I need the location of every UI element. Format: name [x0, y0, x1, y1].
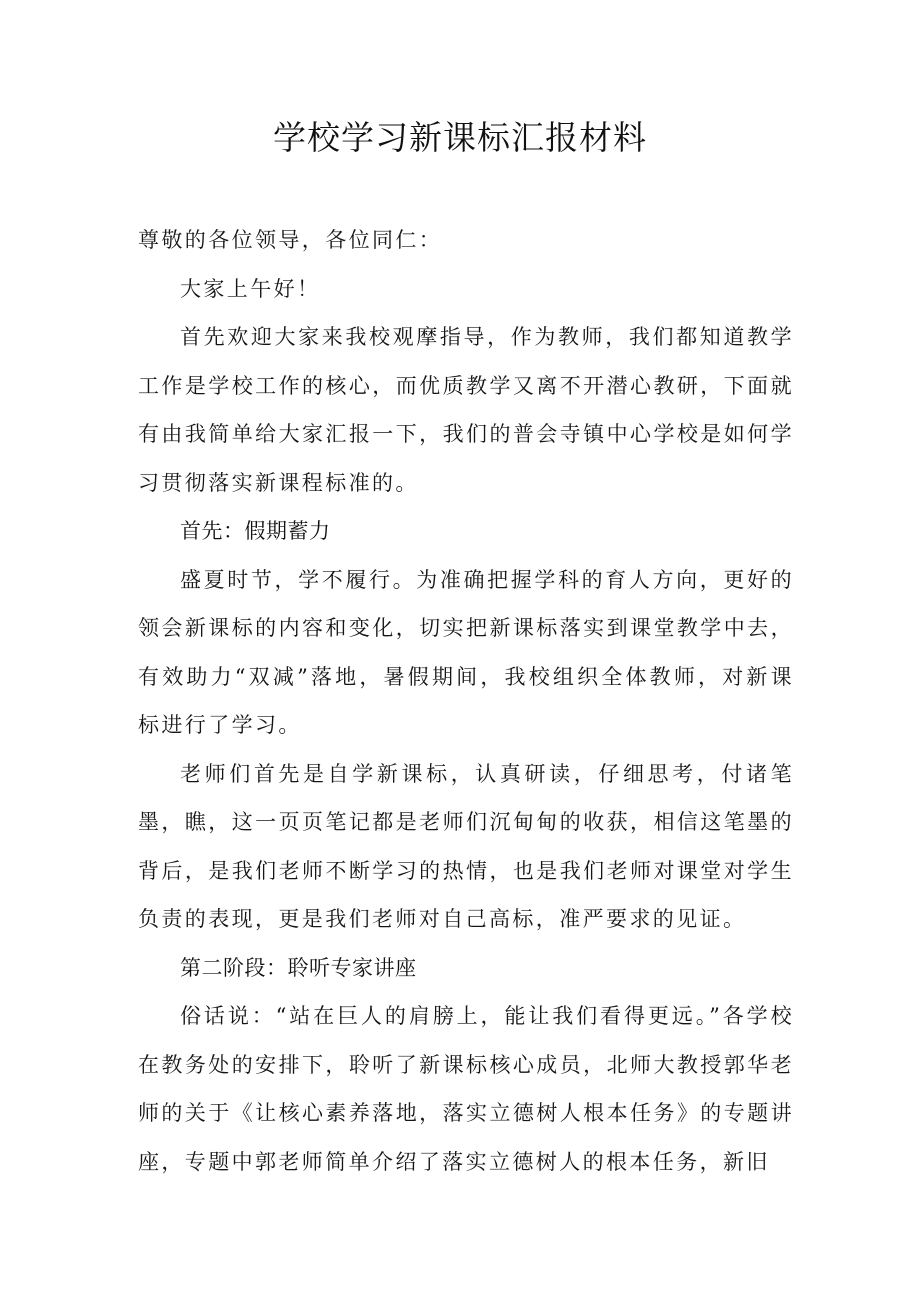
intro-paragraph: 首先欢迎大家来我校观摩指导，作为教师，我们都知道教学工作是学校工作的核心，而优质教学又离不开潜心教研，下面就有由我简单给大家汇报一下，我们的普会寺镇中心学校是如何学习贯彻落实新课程标准的。	[138, 325, 794, 495]
section-1-heading: 首先：假期蓄力	[180, 519, 331, 543]
document-body	[138, 216, 794, 1186]
greeting: 大家上午好！	[180, 276, 321, 301]
section-1-paragraph-2: 老师们首先是自学新课标，认真研读，仔细思考，付诸笔墨，瞧，这一页页笔记都是老师们沉甸甸的收获，相信这笔墨的背后，是我们老师不断学习的热情，也是我们老师对课堂对学生负责的表现，更是我们老师对自己高标，准严要求的见证。	[138, 761, 794, 931]
section-2-heading: 第二阶段：聆听专家讲座	[180, 955, 417, 980]
section-1-paragraph-1: 盛夏时节，学不履行。为准确把握学科的育人方向，更好的领会新课标的内容和变化，切实把新课标落实到课堂教学中去，有效助力“双减”落地，暑假期间，我校组织全体教师，对新课标进行了学习。	[138, 567, 794, 737]
document-title: 学校学习新课标汇报材料	[273, 118, 647, 157]
salutation: 尊敬的各位领导，各位同仁：	[138, 228, 443, 252]
section-2-paragraph-1: 俗话说：“站在巨人的肩膀上，能让我们看得更远。”各学校在教务处的安排下，聆听了新课标核心成员，北师大教授郭华老师的关于《让核心素养落地，落实立德树人根本任务》的专题讲座，专题中郭老师简单介绍了落实立德树人的根本任务，新旧	[138, 1004, 794, 1174]
